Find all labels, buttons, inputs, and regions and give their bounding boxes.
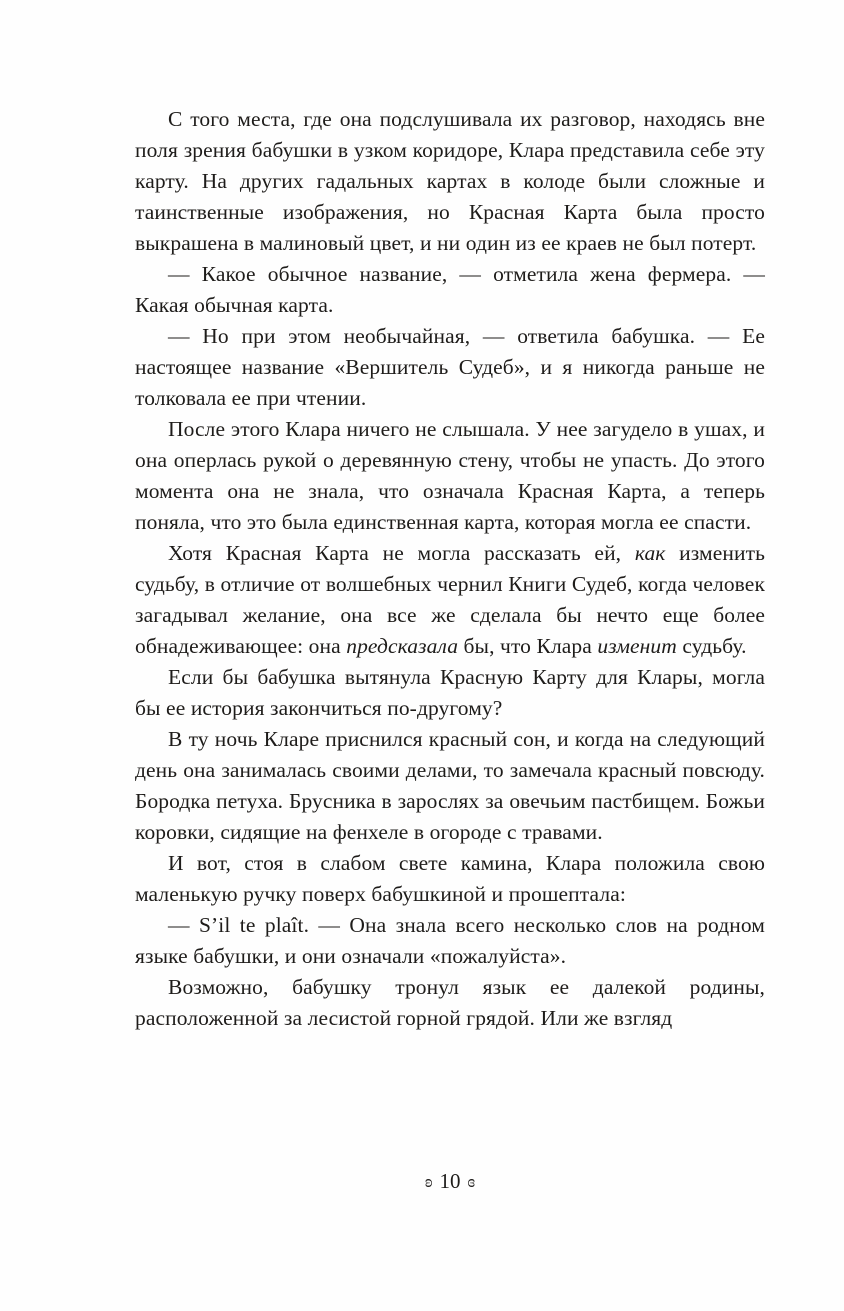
fleuron-left-icon: ʚ: [424, 1172, 433, 1191]
page-footer: [135, 1166, 765, 1198]
text-run: — S’il te plaît. — Она знала всего несколько слов на родном языке бабушки, и они означали «пожалуйста».: [135, 913, 765, 968]
text-run: После этого Клара ничего не слышала. У нее загудело в ушах, и она оперлась рукой о деревянную стену, чтобы не упасть. До этого момента она не знала, что означала Красная Карта, а теперь поняла, что это была единственная карта, которая могла ее спасти.: [135, 417, 765, 534]
italic-text-run: как: [634, 541, 666, 565]
text-run: С того места, где она подслушивала их разговор, находясь вне поля зрения бабушки в узком коридоре, Клара представила себе эту карту. На других гадальных картах в колоде были сложные и таинственные изображения, но Красная Карта была просто выкрашена в малиновый цвет, и ни один из ее краев не был потерт.: [135, 107, 765, 255]
italic-text-run: предсказала: [346, 634, 459, 658]
text-run: бы, что Клара: [458, 634, 598, 658]
text-run: И вот, стоя в слабом свете камина, Клара положила свою маленькую ручку поверх бабушкиной и прошептала:: [135, 851, 765, 906]
text-run: В ту ночь Кларе приснился красный сон, и когда на следующий день она занималась своими делами, то замечала красный повсюду. Бородка петуха. Брусника в зарослях за овечьим пастбищем. Божьи коровки, сидящие на фенхеле в огороде с травами.: [135, 727, 765, 844]
italic-text-run: изменит: [597, 634, 677, 658]
page-number: 10: [439, 1169, 461, 1193]
paragraph: [135, 259, 765, 321]
paragraph: [135, 910, 765, 972]
fleuron-right-icon: ɞ: [467, 1172, 476, 1191]
text-run: — Какое обычное название, — отметила жена фермера. — Какая обычная карта.: [135, 262, 765, 317]
paragraph: [135, 972, 765, 1034]
page-text: [135, 104, 765, 1034]
paragraph: [135, 414, 765, 538]
text-run: Если бы бабушка вытянула Красную Карту для Клары, могла бы ее история закончиться по-другому?: [135, 665, 765, 720]
paragraph: [135, 724, 765, 848]
paragraph: [135, 662, 765, 724]
paragraph: [135, 321, 765, 414]
paragraph: [135, 848, 765, 910]
text-run: — Но при этом необычайная, — ответила бабушка. — Ее настоящее название «Вершитель Судеб», и я никогда раньше не толковала ее при чтении.: [135, 324, 765, 410]
text-run: судьбу.: [676, 634, 747, 658]
text-run: Хотя Красная Карта не могла рассказать ей,: [168, 541, 635, 565]
paragraph: [135, 104, 765, 259]
paragraph: [135, 538, 765, 662]
text-run: изменить судьбу, в отличие от волшебных чернил Книги Судеб, когда человек загадывал желание, она все же сделала бы нечто еще более обнадеживающее: она: [135, 541, 765, 658]
text-run: Возможно, бабушку тронул язык ее далекой родины, расположенной за лесистой горной грядой. Или же взгляд: [135, 975, 765, 1030]
